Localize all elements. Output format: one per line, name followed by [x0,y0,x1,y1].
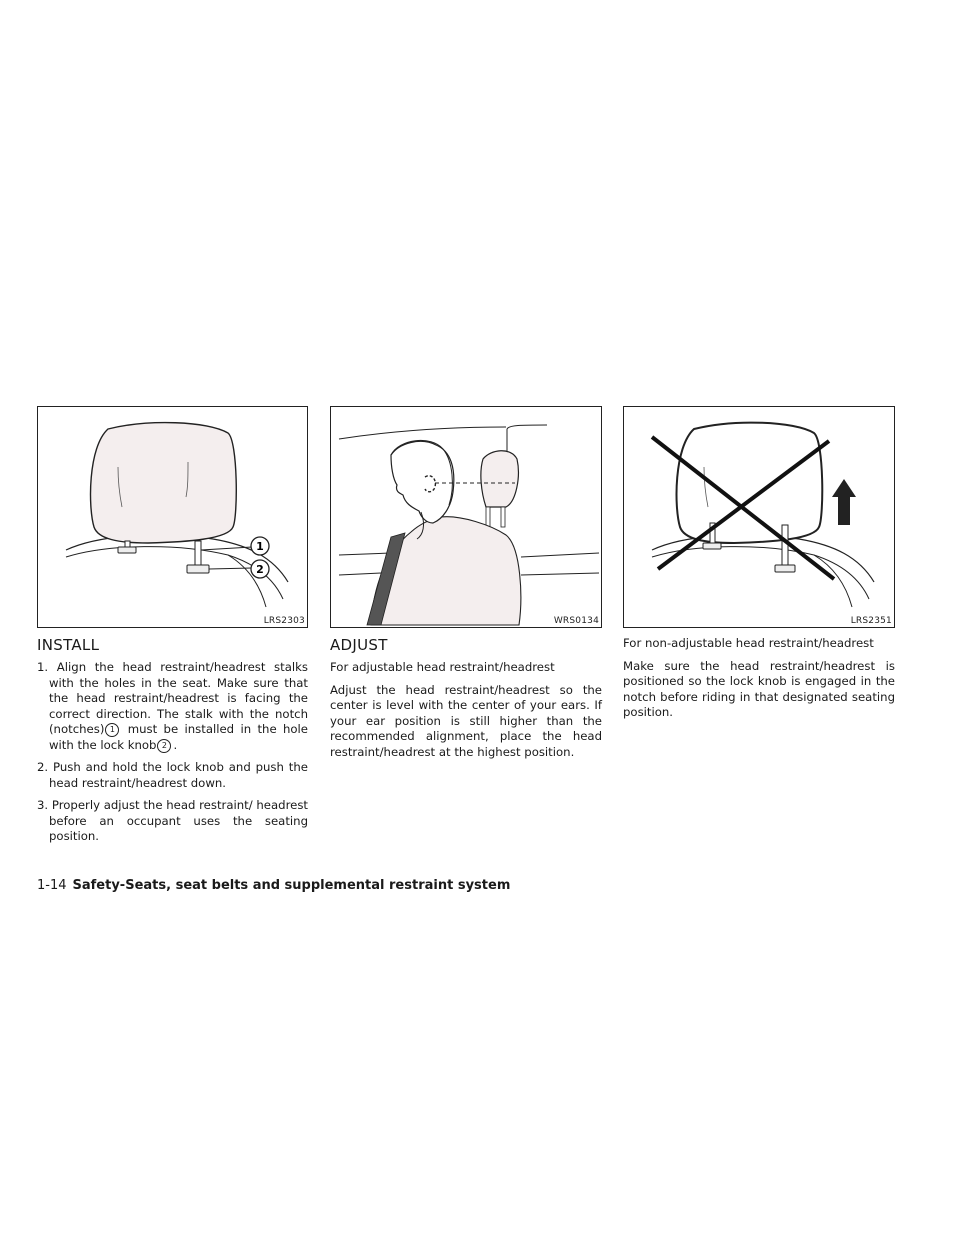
callout-1: 1 [256,540,264,553]
adjust-body: Adjust the head restraint/headrest so the center is level with the center of your ears. If your ear position is still higher than the recommended alignment, place the head restraint/headrest at the highest position. [330,682,602,759]
step-text: must be installed in the hole with the lock knob [49,722,308,752]
install-step-2 [37,760,308,791]
step-number: 3. [37,798,49,812]
marker-1: 1 [105,723,119,737]
step-number: 2. [37,760,49,774]
marker-2: 2 [157,739,171,753]
step-number: 1. [37,660,49,674]
callout-2: 2 [256,563,264,576]
install-step-1 [37,660,308,753]
figure-code: WRS0134 [553,616,599,626]
head-alignment-illustration [331,407,601,627]
nonadjust-subheading: For non-adjustable head restraint/headrest [623,636,874,650]
adjust-subheading: For adjustable head restraint/headrest [330,660,555,674]
headrest-install-illustration [38,407,307,627]
adjust-heading: ADJUST [330,636,388,654]
step-text: . [173,737,178,752]
adjust-section [330,636,602,767]
install-steps [37,660,308,845]
install-heading: INSTALL [37,636,100,654]
figure-install [37,406,308,628]
headrest-incorrect-illustration [624,407,894,627]
nonadjust-body: Make sure the head restraint/headrest is positioned so the lock knob is engaged in the notch before riding in that designated seating position. [623,658,895,719]
nonadjust-section [623,636,895,728]
step-text: Properly adjust the head restraint/ headrest before an occupant uses the seating position. [49,798,308,843]
install-step-3 [37,798,308,845]
step-text: Align the head restraint/headrest stalks with the holes in the seat. Make sure that the head restraint/headrest is facing the correct direction. The stalk with the notch (notches) [49,660,308,736]
figure-adjust [330,406,602,628]
figure-code: LRS2303 [263,616,305,626]
figure-code: LRS2351 [850,616,892,626]
figure-nonadjust [623,406,895,628]
install-section [37,636,308,852]
page-footer [37,878,510,893]
step-text: Push and hold the lock knob and push the head restraint/headrest down. [49,760,308,790]
chapter-title: Safety-Seats, seat belts and supplemental restraint system [72,878,511,893]
page-number: 1-14 [37,878,67,893]
